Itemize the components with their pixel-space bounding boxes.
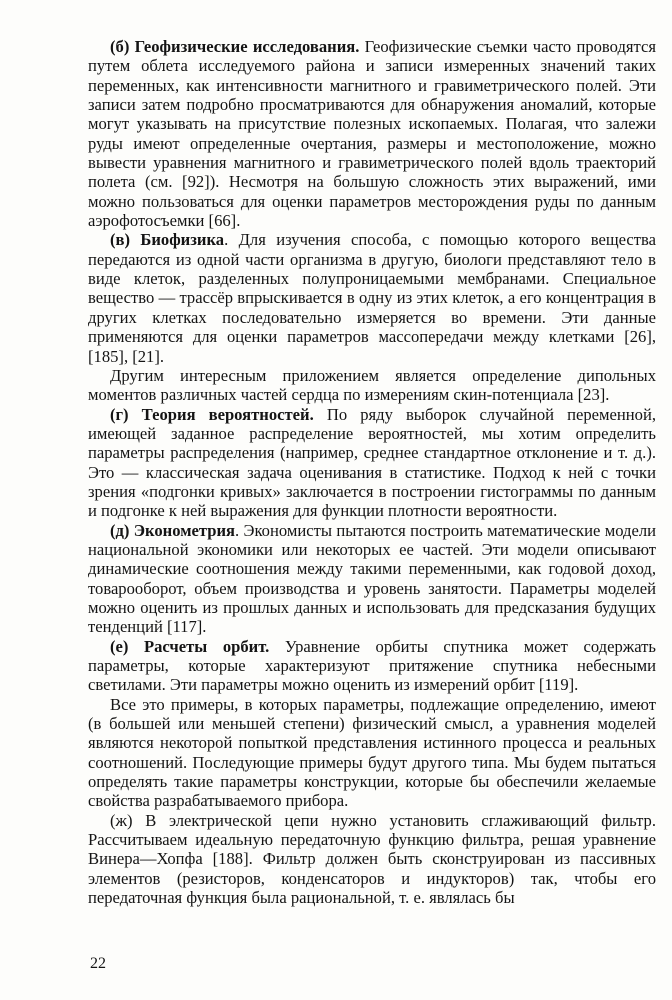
paragraph-heading: (г) Теория вероятностей.	[110, 404, 314, 424]
paragraph-text: Все это примеры, в которых параметры, подлежащие определению, имеют (в большей или меньшей степени) физический смысл, а уравнения моделей являются некоторой попыткой представления истинного процесса и реальных соотношений. Последующие примеры будут другого типа. Мы будем пытаться определять такие параметры конструкции, которые бы обеспечили желаемые свойства разрабатываемого прибора.	[88, 694, 656, 811]
paragraph-electric-filter	[88, 811, 656, 908]
paragraph-examples-summary	[88, 695, 656, 811]
paragraph-text: Уравнение орбиты спутника может содержать параметры, которые характеризуют притяжение спутника небесными светилами. Эти параметры можно оценить из измерений орбит [119].	[88, 636, 656, 695]
paragraph-orbit-calculations	[88, 637, 656, 695]
paragraph-text: По ряду выборок случайной переменной, имеющей заданное распределение вероятностей, мы хотим определить параметры распределения (например, среднее стандартное отклонение и т. д.). Это — классическая задача оценивания в статистике. Подход к ней с точки зрения «подгонки кривых» заключается в построении гистограммы по данным и подгонке к ней выражения для функции плотности вероятности.	[88, 404, 656, 521]
paragraph-heading: (в) Биофизика	[110, 230, 225, 250]
page-number: 22	[90, 955, 106, 972]
paragraph-dipole-moments	[88, 366, 656, 405]
body-text	[88, 37, 656, 907]
paragraph-heading: (д) Эконометрия	[110, 520, 236, 540]
paragraph-heading: (б) Геофизические исследования.	[110, 37, 360, 56]
paragraph-biophysics	[88, 230, 656, 365]
paragraph-probability-theory	[88, 405, 656, 521]
paragraph-text: . Экономисты пытаются построить математические модели национальной экономики или некоторых ее частей. Эти модели описывают динамические соотношения между такими переменными, как годовой доход, товарооборот, объем производства и уровень занятости. Параметры моделей можно оценить из прошлых данных и использовать для предсказания будущих тенденций [117].	[88, 520, 656, 637]
paragraph-text: Другим интересным приложением является определение дипольных моментов различных частей сердца по измерениям скин-потенциала [23].	[88, 365, 656, 405]
paragraph-econometrics	[88, 521, 656, 637]
paragraph-text: (ж) В электрической цепи нужно установить сглаживающий фильтр. Рассчитываем идеальную передаточную функцию фильтра, решая уравнение Винера—Хопфа [188]. Фильтр должен быть сконструирован из пассивных элементов (резисторов, конденсаторов и индукторов) так, чтобы его передаточная функция была рациональной, т. е. являлась бы	[88, 810, 656, 908]
paragraph-heading: (е) Расчеты орбит.	[110, 636, 270, 656]
paragraph-geophysics	[88, 37, 656, 230]
paragraph-text: Геофизические съемки часто проводятся путем облета исследуемого района и записи измеренных значений таких переменных, как интенсивности магнитного и гравиметрического полей. Эти записи затем подробно просматриваются для обнаружения аномалий, которые могут указывать на присутствие полезных ископаемых. Полагая, что залежи руды имеют определенные очертания, размеры и местоположение, можно вывести уравнения магнитного и гравиметрического полей вдоль траекторий полета (см. [92]). Несмотря на большую сложность этих выражений, ими можно пользоваться для оценки параметров месторождения руды по данным аэрофотосъемки [66].	[88, 37, 656, 231]
paragraph-text: . Для изучения способа, с помощью которого вещества передаются из одной части организма в другую, биологи представляют тело в виде клеток, разделенных полупроницаемыми мембранами. Специальное вещество — трассёр впрыскивается в одну из этих клеток, а его концентрация в других клетках последовательно измеряется во времени. Эти данные применяются для оценки параметров массопередачи между клетками [26], [185], [21].	[88, 230, 656, 366]
